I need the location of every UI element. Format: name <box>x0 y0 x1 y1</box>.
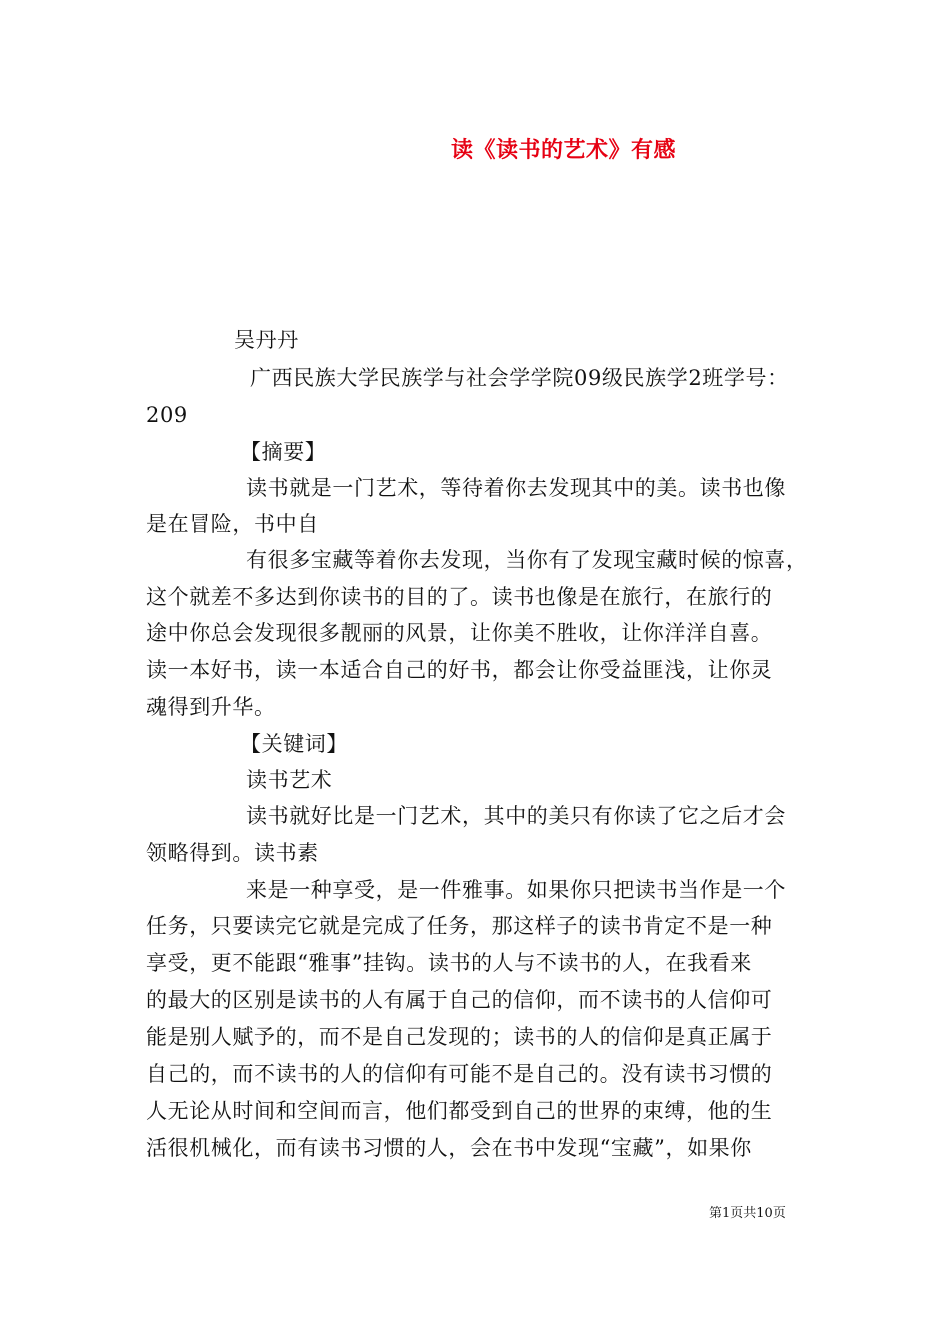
body-line: 的最大的区别是读书的人有属于自己的信仰，而不读书的人信仰可 <box>146 988 773 1012</box>
abstract-line: 是在冒险，书中自 <box>146 512 319 536</box>
keywords-text: 读书艺术 <box>246 768 333 792</box>
abstract-line: 读书就是一门艺术，等待着你去发现其中的美。读书也像 <box>246 476 786 500</box>
page-number: 第1页共10页 <box>709 1206 786 1221</box>
keywords-heading: 【关键词】 <box>240 732 348 756</box>
body-line: 活很机械化，而有读书习惯的人，会在书中发现“宝藏”，如果你 <box>146 1136 752 1160</box>
abstract-line: 魂得到升华。 <box>146 695 276 719</box>
body-line: 人无论从时间和空间而言，他们都受到自己的世界的束缚，他的生 <box>146 1099 773 1123</box>
abstract-line: 途中你总会发现很多靓丽的风景，让你美不胜收，让你洋洋自喜。 <box>146 621 773 645</box>
body-line: 领略得到。读书素 <box>146 841 319 865</box>
author-name: 吴丹丹 <box>234 328 299 352</box>
body-line: 享受，更不能跟“雅事”挂钩。读书的人与不读书的人，在我看来 <box>146 951 752 975</box>
body-line: 自己的，而不读书的人的信仰有可能不是自己的。没有读书习惯的 <box>146 1062 773 1086</box>
affiliation-line-2: 209 <box>146 403 188 427</box>
body-line: 能是别人赋予的，而不是自己发现的；读书的人的信仰是真正属于 <box>146 1025 773 1049</box>
affiliation-line-1: 广西民族大学民族学与社会学学院09级民族学2班学号： <box>250 366 789 390</box>
body-line: 读书就好比是一门艺术，其中的美只有你读了它之后才会 <box>246 804 786 828</box>
abstract-line: 这个就差不多达到你读书的目的了。读书也像是在旅行，在旅行的 <box>146 585 773 609</box>
abstract-line: 有很多宝藏等着你去发现，当你有了发现宝藏时候的惊喜， <box>246 548 808 572</box>
body-line: 来是一种享受，是一件雅事。如果你只把读书当作是一个 <box>246 878 786 902</box>
body-line: 任务，只要读完它就是完成了任务，那这样子的读书肯定不是一种 <box>146 914 773 938</box>
page-title: 读《读书的艺术》有感 <box>451 137 677 163</box>
abstract-line: 读一本好书，读一本适合自己的好书，都会让你受益匪浅，让你灵 <box>146 658 773 682</box>
abstract-heading: 【摘要】 <box>240 440 327 464</box>
